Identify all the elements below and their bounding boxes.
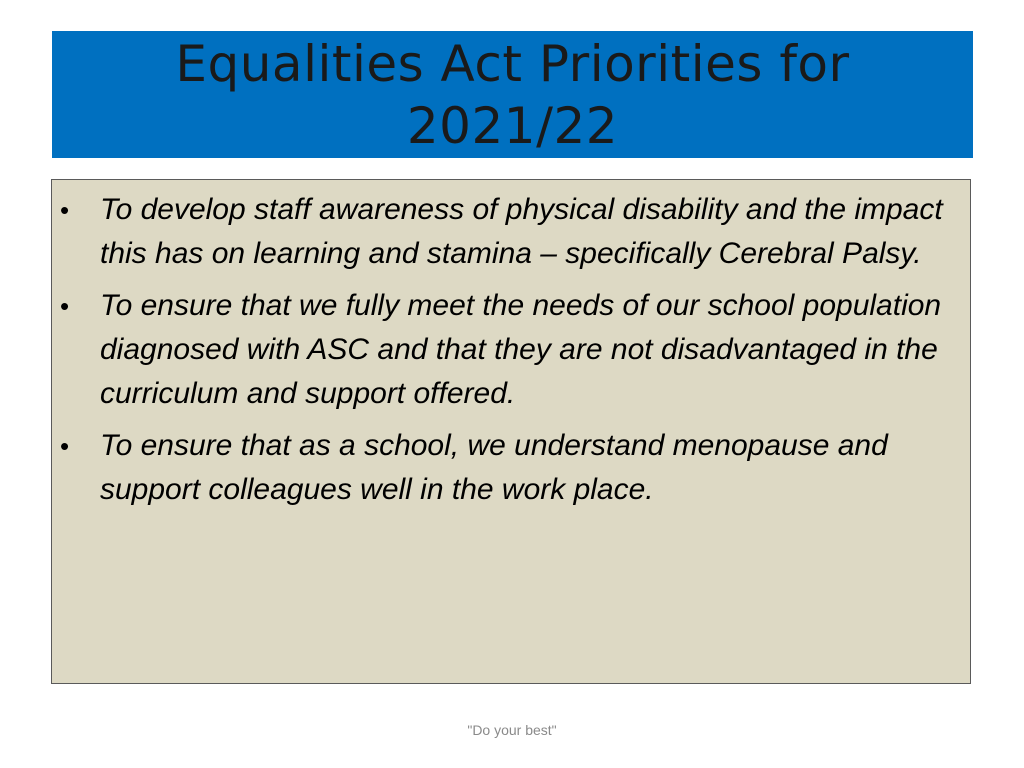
bullet-text: To develop staff awareness of physical disability and the impact this has on learning and stamina – specifically Cerebral Palsy. <box>100 193 943 270</box>
list-item <box>52 188 950 276</box>
title-line-2: 2021/22 <box>406 96 619 155</box>
content-box <box>51 179 971 684</box>
bullet-text: To ensure that as a school, we understand menopause and support colleagues well in the work place. <box>100 429 888 506</box>
bullet-text: To ensure that we fully meet the needs of our school population diagnosed with ASC and that they are not disadvantaged in the curriculum and support offered. <box>100 289 942 410</box>
bullet-icon: • <box>60 291 70 321</box>
title-line-1: Equalities Act Priorities for <box>175 34 850 93</box>
footer-motto: "Do your best" <box>467 722 557 738</box>
bullet-icon: • <box>60 195 70 225</box>
slide-title <box>135 33 889 157</box>
list-item <box>52 284 950 416</box>
bullet-icon: • <box>60 431 70 461</box>
bullet-list <box>52 180 970 512</box>
list-item <box>52 424 950 512</box>
title-banner <box>52 31 973 158</box>
